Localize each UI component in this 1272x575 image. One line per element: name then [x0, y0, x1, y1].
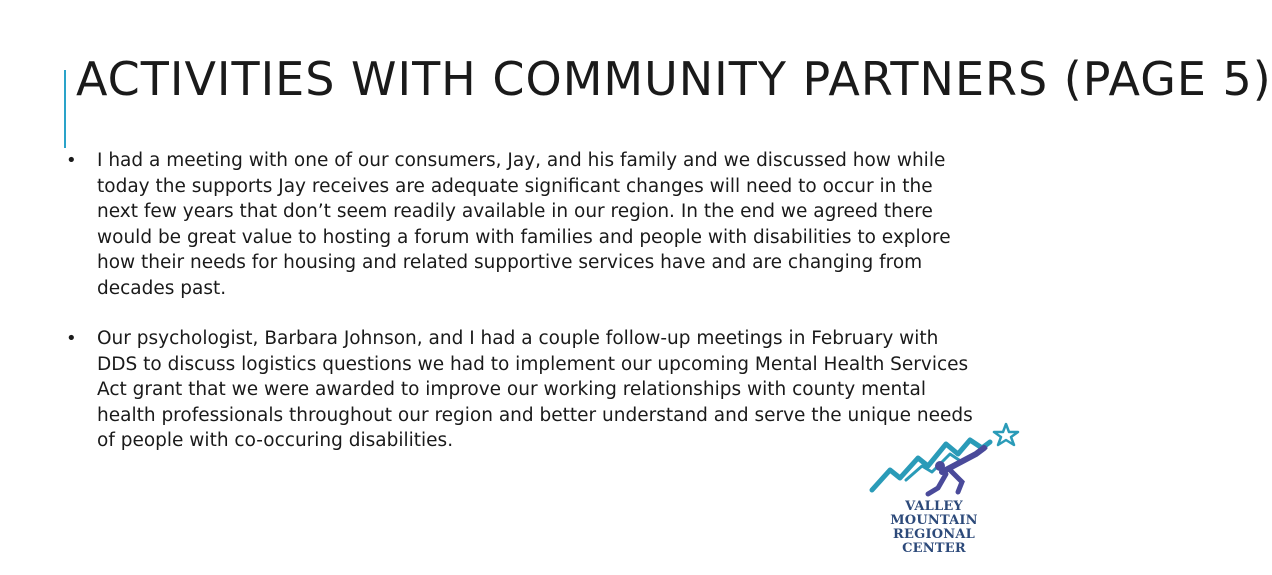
- logo-line: CENTER: [902, 541, 966, 556]
- bullet-text: I had a meeting with one of our consumers, Jay, and his family and we discussed how while today the supports Jay receives are adequate significant changes will need to occur in the next few years that don’t seem readily available in our region. In the end we agreed there would be great value to hosting a forum with families and people with disabilities to explore how their needs for housing and related supportive services have and are changing from decades past.: [97, 150, 951, 299]
- bullet-dot-icon: •: [66, 328, 77, 349]
- bullet-item: [66, 148, 976, 301]
- logo-line: VALLEY: [905, 499, 963, 514]
- logo-wordmark: [884, 500, 984, 556]
- bullet-text: Our psychologist, Barbara Johnson, and I had a couple follow-up meetings in February with DDS to discuss logistics questions we had to implement our upcoming Mental Health Services Act grant that we were awarded to improve our working relationships with county mental health professionals throughout our region and better understand and serve the unique needs of people with co-occuring disabilities.: [97, 328, 973, 451]
- bullet-list: [66, 148, 976, 479]
- logo-line: MOUNTAIN: [890, 513, 978, 528]
- slide-title: ACTIVITIES WITH COMMUNITY PARTNERS (PAGE 5): [76, 52, 1272, 106]
- logo-line: REGIONAL: [893, 527, 975, 542]
- bullet-item: [66, 326, 976, 454]
- title-accent-bar: [64, 70, 66, 148]
- bullet-dot-icon: •: [66, 150, 77, 171]
